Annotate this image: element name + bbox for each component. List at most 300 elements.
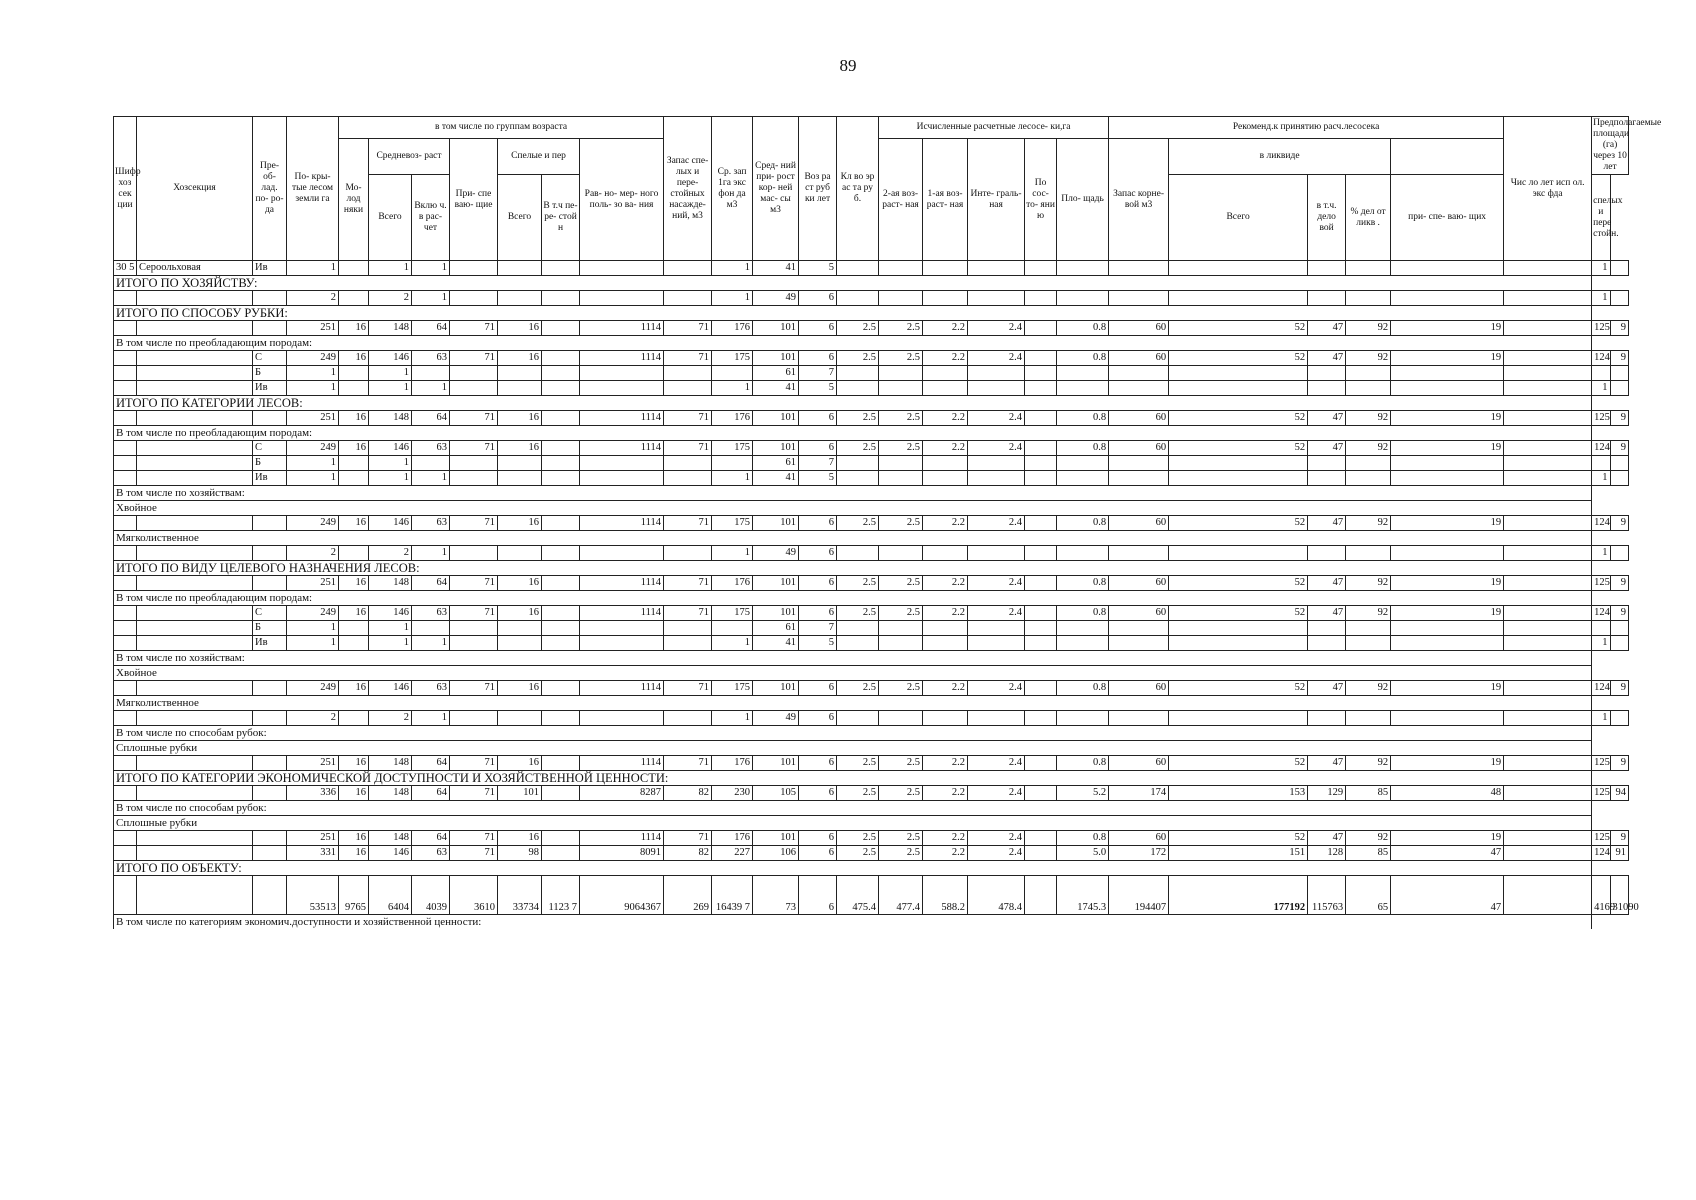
- cell-chislo: 19: [1391, 681, 1504, 696]
- cell-integr: [968, 261, 1025, 276]
- section-label: Мягколиственное: [114, 531, 1592, 546]
- cell-ploshad: [1057, 456, 1109, 471]
- col-header-prisp10: при- спе- ваю- щих: [1391, 175, 1504, 261]
- cell-2ya: [879, 381, 923, 396]
- cell-1ya: 2.2: [923, 576, 968, 591]
- cell-prisp: 71: [450, 756, 498, 771]
- cell-ploshad: 0.8: [1057, 441, 1109, 456]
- cell-ravnomer: 2.5: [837, 411, 879, 426]
- section-row: [114, 816, 1629, 831]
- cell-sredne-vsego: 2: [369, 711, 412, 726]
- cell-ploshad: [1057, 636, 1109, 651]
- cell-pokryt: 2: [287, 291, 339, 306]
- cell-nom: [114, 621, 137, 636]
- cell-chislo: 19: [1391, 321, 1504, 336]
- cell-blank: [1504, 366, 1592, 381]
- cell-integr: [968, 456, 1025, 471]
- cell-2ya: 2.5: [879, 411, 923, 426]
- cell-molod: 16: [339, 606, 369, 621]
- cell-vozrub: 101: [753, 516, 799, 531]
- table-row: [114, 831, 1629, 846]
- cell-2ya: [879, 366, 923, 381]
- col-header-prisp: При- спе ваю- щие: [450, 139, 498, 261]
- cell-chislo: [1391, 456, 1504, 471]
- cell-species: [253, 786, 287, 801]
- cell-1ya: 2.2: [923, 786, 968, 801]
- cell-srzap: 71: [664, 576, 712, 591]
- cell-kl: 5: [799, 471, 837, 486]
- cell-2ya: [879, 636, 923, 651]
- cell-ravnomer: 2.5: [837, 516, 879, 531]
- cell-vozrub: 41: [753, 261, 799, 276]
- cell-srzap: 269: [664, 876, 712, 915]
- cell-likv-vsego: 52: [1169, 681, 1308, 696]
- cell-zapas: [580, 471, 664, 486]
- cell-1ya: [923, 381, 968, 396]
- group-header-spelye: Спелые и пер: [498, 139, 580, 175]
- cell-nom: [114, 876, 137, 915]
- cell-prisp: 71: [450, 411, 498, 426]
- cell-srzap: [664, 471, 712, 486]
- cell-srprir: [712, 456, 753, 471]
- cell-chislo: [1391, 546, 1504, 561]
- section-row: [114, 861, 1629, 876]
- cell-srzap: 82: [664, 846, 712, 861]
- cell-species: Ив: [253, 381, 287, 396]
- cell-1ya: [923, 711, 968, 726]
- cell-integr: [968, 471, 1025, 486]
- cell-srprir: 176: [712, 831, 753, 846]
- table-row: [114, 321, 1629, 336]
- cell-srzap: 71: [664, 321, 712, 336]
- cell-molod: 16: [339, 321, 369, 336]
- cell-blank: [1504, 471, 1592, 486]
- cell-posost: [1025, 876, 1057, 915]
- cell-molod: 16: [339, 756, 369, 771]
- cell-pokryt: 336: [287, 786, 339, 801]
- cell-sredne-vkl: 4039: [412, 876, 450, 915]
- section-row: [114, 426, 1629, 441]
- cell-zapas: 8091: [580, 846, 664, 861]
- cell-chislo: 19: [1391, 351, 1504, 366]
- cell-zapas-korn: 60: [1109, 351, 1169, 366]
- cell-srzap: 71: [664, 516, 712, 531]
- cell-sredne-vkl: 1: [412, 381, 450, 396]
- cell-1ya: 2.2: [923, 681, 968, 696]
- cell-prisp: [450, 261, 498, 276]
- cell-srzap: 71: [664, 831, 712, 846]
- cell-ravnomer: 2.5: [837, 321, 879, 336]
- cell-sredne-vsego: 6404: [369, 876, 412, 915]
- cell-2ya: [879, 291, 923, 306]
- cell-srprir: 1: [712, 381, 753, 396]
- cell-posost: [1025, 456, 1057, 471]
- cell-molod: [339, 621, 369, 636]
- cell-zapas: 1114: [580, 351, 664, 366]
- cell-spelye-vsego: [498, 291, 542, 306]
- cell-likv-delov: [1308, 636, 1346, 651]
- cell-species: [253, 516, 287, 531]
- cell-srprir: 1: [712, 711, 753, 726]
- section-label: ИТОГО ПО КАТЕГОРИИ ЛЕСОВ:: [114, 396, 1592, 411]
- cell-spel10: [1610, 471, 1628, 486]
- cell-zapas-korn: [1109, 381, 1169, 396]
- cell-zapas-korn: 60: [1109, 576, 1169, 591]
- cell-spelye-vsego: 16: [498, 351, 542, 366]
- cell-proc: 85: [1346, 846, 1391, 861]
- cell-ploshad: [1057, 366, 1109, 381]
- cell-spelye-vsego: [498, 711, 542, 726]
- cell-blank: [1504, 516, 1592, 531]
- cell-likv-delov: 47: [1308, 831, 1346, 846]
- cell-2ya: 2.5: [879, 606, 923, 621]
- cell-prisp10: 1: [1592, 636, 1610, 651]
- cell-proc: [1346, 381, 1391, 396]
- cell-zapas-korn: 194407: [1109, 876, 1169, 915]
- cell-likv-delov: 47: [1308, 516, 1346, 531]
- cell-likv-delov: [1308, 456, 1346, 471]
- cell-khozsektsiya: [137, 516, 253, 531]
- cell-sredne-vkl: 64: [412, 576, 450, 591]
- cell-vozrub: 101: [753, 576, 799, 591]
- total-row: [114, 876, 1629, 915]
- col-header-likv-delov: в т.ч. дело вой: [1308, 175, 1346, 261]
- cell-spelye-vt: [542, 291, 580, 306]
- cell-kl: 6: [799, 516, 837, 531]
- cell-spelye-vt: [542, 261, 580, 276]
- cell-likv-vsego: [1169, 471, 1308, 486]
- cell-sredne-vsego: 148: [369, 576, 412, 591]
- cell-nom: [114, 786, 137, 801]
- cell-prisp10: [1592, 621, 1610, 636]
- cell-likv-vsego: 151: [1169, 846, 1308, 861]
- cell-sredne-vkl: 64: [412, 786, 450, 801]
- cell-species: Б: [253, 621, 287, 636]
- cell-ploshad: [1057, 711, 1109, 726]
- section-label: ИТОГО ПО ОБЪЕКТУ:: [114, 861, 1592, 876]
- cell-pokryt: 251: [287, 831, 339, 846]
- cell-ravnomer: [837, 636, 879, 651]
- cell-zapas-korn: 60: [1109, 516, 1169, 531]
- cell-sredne-vsego: 1: [369, 621, 412, 636]
- cell-blank: [1504, 681, 1592, 696]
- cell-ploshad: 0.8: [1057, 321, 1109, 336]
- cell-nom: [114, 351, 137, 366]
- cell-molod: 16: [339, 576, 369, 591]
- cell-ravnomer: 475.4: [837, 876, 879, 915]
- section-row: [114, 666, 1629, 681]
- cell-likv-delov: 129: [1308, 786, 1346, 801]
- cell-pokryt: 2: [287, 711, 339, 726]
- col-header-vozrub: Воз ра ст руб ки лет: [799, 117, 837, 261]
- cell-sredne-vsego: 148: [369, 321, 412, 336]
- cell-nom: [114, 516, 137, 531]
- cell-integr: 2.4: [968, 516, 1025, 531]
- cell-molod: [339, 261, 369, 276]
- cell-prisp: 71: [450, 681, 498, 696]
- cell-likv-vsego: 52: [1169, 516, 1308, 531]
- cell-integr: 2.4: [968, 576, 1025, 591]
- cell-srprir: [712, 366, 753, 381]
- cell-kl: 6: [799, 786, 837, 801]
- cell-vozrub: 101: [753, 831, 799, 846]
- cell-srzap: 71: [664, 441, 712, 456]
- cell-prisp10: 124: [1592, 681, 1610, 696]
- cell-integr: [968, 621, 1025, 636]
- cell-likv-delov: [1308, 291, 1346, 306]
- cell-prisp10: 1: [1592, 261, 1610, 276]
- cell-pokryt: 249: [287, 606, 339, 621]
- cell-1ya: [923, 261, 968, 276]
- cell-prisp10: [1592, 366, 1610, 381]
- cell-2ya: 2.5: [879, 846, 923, 861]
- section-label: Сплошные рубки: [114, 816, 1592, 831]
- cell-prisp10: 1: [1592, 546, 1610, 561]
- cell-zapas-korn: 60: [1109, 756, 1169, 771]
- cell-sredne-vkl: 64: [412, 756, 450, 771]
- cell-ravnomer: [837, 471, 879, 486]
- cell-1ya: 2.2: [923, 321, 968, 336]
- cell-prisp: 71: [450, 606, 498, 621]
- cell-prisp10: 125: [1592, 321, 1610, 336]
- cell-likv-delov: 115763: [1308, 876, 1346, 915]
- cell-srprir: 175: [712, 351, 753, 366]
- cell-zapas: 1114: [580, 321, 664, 336]
- cell-khozsektsiya: [137, 291, 253, 306]
- cell-ravnomer: 2.5: [837, 831, 879, 846]
- cell-nom: [114, 471, 137, 486]
- col-header-integr: Инте- граль- ная: [968, 139, 1025, 261]
- cell-srprir: 176: [712, 321, 753, 336]
- cell-1ya: [923, 471, 968, 486]
- cell-vozrub: 101: [753, 756, 799, 771]
- section-label: В том числе по способам рубок:: [114, 801, 1592, 816]
- cell-sredne-vkl: 63: [412, 606, 450, 621]
- cell-chislo: 19: [1391, 606, 1504, 621]
- section-row: [114, 306, 1629, 321]
- cell-sredne-vsego: 148: [369, 786, 412, 801]
- cell-vozrub: 101: [753, 411, 799, 426]
- cell-spelye-vt: [542, 546, 580, 561]
- cell-proc: 92: [1346, 576, 1391, 591]
- cell-zapas: [580, 291, 664, 306]
- cell-molod: [339, 291, 369, 306]
- cell-posost: [1025, 711, 1057, 726]
- cell-sredne-vsego: 1: [369, 366, 412, 381]
- cell-khozsektsiya: [137, 381, 253, 396]
- cell-ploshad: 1745.3: [1057, 876, 1109, 915]
- cell-spelye-vsego: [498, 621, 542, 636]
- section-row: [114, 561, 1629, 576]
- cell-kl: 6: [799, 291, 837, 306]
- cell-prisp10: 125: [1592, 576, 1610, 591]
- cell-spelye-vsego: 33734: [498, 876, 542, 915]
- cell-sredne-vkl: [412, 621, 450, 636]
- cell-zapas: 9064367: [580, 876, 664, 915]
- cell-zapas-korn: [1109, 636, 1169, 651]
- cell-likv-delov: [1308, 621, 1346, 636]
- cell-posost: [1025, 756, 1057, 771]
- col-header-spelye-vsego: Всего: [498, 175, 542, 261]
- cell-srzap: 71: [664, 606, 712, 621]
- section-row: [114, 276, 1629, 291]
- cell-molod: [339, 366, 369, 381]
- section-label: В том числе по преобладающим породам:: [114, 426, 1592, 441]
- cell-proc: [1346, 636, 1391, 651]
- cell-proc: 92: [1346, 411, 1391, 426]
- cell-spelye-vsego: [498, 546, 542, 561]
- cell-nom: [114, 636, 137, 651]
- cell-chislo: [1391, 381, 1504, 396]
- cell-posost: [1025, 681, 1057, 696]
- cell-khozsektsiya: [137, 411, 253, 426]
- cell-chislo: [1391, 366, 1504, 381]
- cell-proc: [1346, 291, 1391, 306]
- col-header-likv-vsego: Всего: [1169, 175, 1308, 261]
- cell-posost: [1025, 321, 1057, 336]
- cell-molod: 16: [339, 786, 369, 801]
- cell-prisp10: 124: [1592, 351, 1610, 366]
- forest-calculation-table: [113, 116, 1662, 929]
- cell-likv-vsego: [1169, 711, 1308, 726]
- cell-vozrub: 101: [753, 321, 799, 336]
- cell-spel10: [1610, 456, 1628, 471]
- cell-spelye-vt: [542, 321, 580, 336]
- cell-posost: [1025, 546, 1057, 561]
- cell-sredne-vsego: 1: [369, 381, 412, 396]
- table-row: [114, 381, 1629, 396]
- cell-spelye-vt: [542, 351, 580, 366]
- cell-ravnomer: [837, 291, 879, 306]
- cell-prisp: [450, 711, 498, 726]
- cell-likv-vsego: 52: [1169, 606, 1308, 621]
- cell-integr: 2.4: [968, 441, 1025, 456]
- cell-integr: 2.4: [968, 411, 1025, 426]
- cell-spel10: 91: [1610, 846, 1628, 861]
- cell-khozsektsiya: [137, 576, 253, 591]
- group-header-vozrast: в том числе по группам возраста: [339, 117, 664, 139]
- cell-1ya: [923, 456, 968, 471]
- cell-likv-delov: 47: [1308, 351, 1346, 366]
- cell-blank: [1504, 846, 1592, 861]
- col-header-ploshad: Пло- щадь: [1057, 139, 1109, 261]
- cell-likv-vsego: 52: [1169, 411, 1308, 426]
- cell-species: Ив: [253, 471, 287, 486]
- section-label: ИТОГО ПО ХОЗЯЙСТВУ:: [114, 276, 1592, 291]
- cell-zapas: 1114: [580, 831, 664, 846]
- cell-likv-delov: 47: [1308, 606, 1346, 621]
- cell-posost: [1025, 261, 1057, 276]
- cell-2ya: [879, 621, 923, 636]
- cell-spelye-vsego: [498, 471, 542, 486]
- section-row: [114, 486, 1629, 501]
- cell-nom: 30 5: [114, 261, 137, 276]
- section-label: ИТОГО ПО КАТЕГОРИИ ЭКОНОМИЧЕСКОЙ ДОСТУПНОСТИ И ХОЗЯЙСТВЕННОЙ ЦЕННОСТИ:: [114, 771, 1592, 786]
- cell-spelye-vt: [542, 846, 580, 861]
- cell-khozsektsiya: [137, 321, 253, 336]
- col-header-ravnomer: Рав- но- мер- ного поль- зо ва- ния: [580, 139, 664, 261]
- cell-chislo: 19: [1391, 831, 1504, 846]
- cell-khozsektsiya: [137, 711, 253, 726]
- section-row: [114, 771, 1629, 786]
- cell-species: Ив: [253, 261, 287, 276]
- cell-srprir: 175: [712, 441, 753, 456]
- cell-species: Ив: [253, 636, 287, 651]
- cell-spel10: 9: [1610, 441, 1628, 456]
- cell-prisp: 71: [450, 576, 498, 591]
- cell-srzap: 71: [664, 411, 712, 426]
- cell-ravnomer: 2.5: [837, 606, 879, 621]
- cell-likv-delov: 128: [1308, 846, 1346, 861]
- cell-sredne-vkl: 1: [412, 711, 450, 726]
- cell-vozrub: 101: [753, 351, 799, 366]
- cell-prisp10: 1: [1592, 291, 1610, 306]
- cell-proc: 92: [1346, 756, 1391, 771]
- cell-species: Б: [253, 456, 287, 471]
- cell-prisp: [450, 381, 498, 396]
- table-row: [114, 786, 1629, 801]
- cell-proc: 92: [1346, 606, 1391, 621]
- table-row: [114, 606, 1629, 621]
- cell-likv-vsego: 52: [1169, 756, 1308, 771]
- cell-vozrub: 105: [753, 786, 799, 801]
- cell-kl: 5: [799, 381, 837, 396]
- cell-spelye-vt: [542, 786, 580, 801]
- cell-species: С: [253, 351, 287, 366]
- cell-chislo: [1391, 291, 1504, 306]
- table-row: [114, 366, 1629, 381]
- col-header-srzap: Ср. зап 1га экс фон да м3: [712, 117, 753, 261]
- cell-proc: [1346, 471, 1391, 486]
- cell-2ya: [879, 711, 923, 726]
- cell-zapas: 1114: [580, 576, 664, 591]
- cell-vozrub: 73: [753, 876, 799, 915]
- cell-srzap: 71: [664, 351, 712, 366]
- cell-ploshad: [1057, 261, 1109, 276]
- cell-spelye-vsego: [498, 381, 542, 396]
- cell-prisp10: 1: [1592, 711, 1610, 726]
- cell-khozsektsiya: [137, 681, 253, 696]
- cell-pokryt: 1: [287, 261, 339, 276]
- cell-sredne-vsego: 2: [369, 546, 412, 561]
- cell-ravnomer: 2.5: [837, 681, 879, 696]
- cell-prisp10: 125: [1592, 831, 1610, 846]
- cell-proc: 92: [1346, 321, 1391, 336]
- cell-blank: [1504, 621, 1592, 636]
- col-header-spel10: спелых и пере стойн.: [1592, 175, 1610, 261]
- cell-nom: [114, 456, 137, 471]
- cell-molod: 16: [339, 441, 369, 456]
- cell-likv-delov: [1308, 711, 1346, 726]
- cell-spelye-vsego: 16: [498, 756, 542, 771]
- cell-sredne-vsego: 1: [369, 456, 412, 471]
- cell-kl: 6: [799, 846, 837, 861]
- cell-pokryt: 1: [287, 366, 339, 381]
- cell-spelye-vt: [542, 381, 580, 396]
- cell-pokryt: 1: [287, 621, 339, 636]
- cell-nom: [114, 321, 137, 336]
- cell-blank: [1504, 786, 1592, 801]
- cell-likv-vsego: 52: [1169, 441, 1308, 456]
- section-row: [114, 801, 1629, 816]
- cell-2ya: 2.5: [879, 681, 923, 696]
- cell-likv-vsego: 153: [1169, 786, 1308, 801]
- cell-spel10: [1610, 261, 1628, 276]
- cell-1ya: [923, 366, 968, 381]
- cell-molod: 16: [339, 351, 369, 366]
- cell-pokryt: 1: [287, 471, 339, 486]
- cell-zapas: [580, 261, 664, 276]
